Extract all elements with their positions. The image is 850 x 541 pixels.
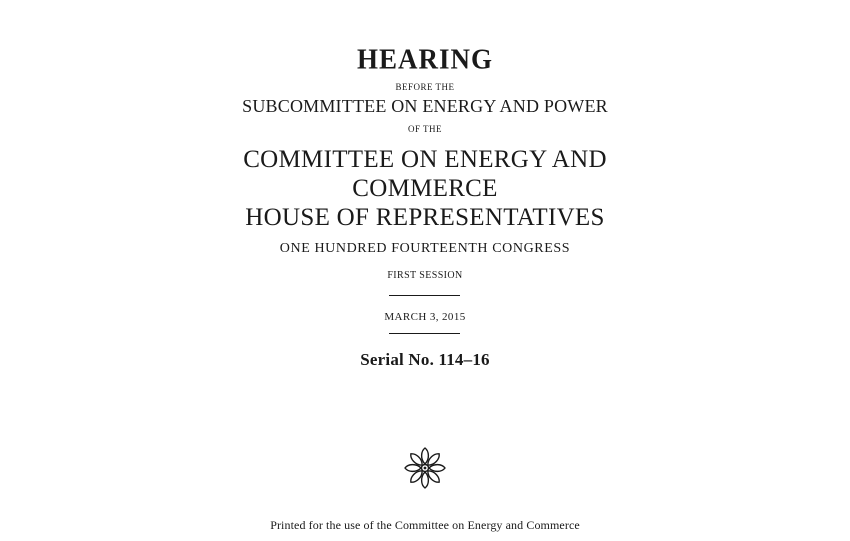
serial-number: Serial No. 114–16: [360, 350, 490, 369]
committee-name-line2: COMMERCE: [352, 175, 498, 202]
divider-top: [389, 295, 460, 296]
printed-for-note: Printed for the use of the Committee on Energy and Commerce: [270, 518, 580, 532]
committee-name-line1: COMMITTEE ON ENERGY AND: [243, 146, 607, 173]
session-label: FIRST SESSION: [387, 270, 463, 281]
before-the-label: BEFORE THE: [395, 82, 455, 92]
congress-number: ONE HUNDRED FOURTEENTH CONGRESS: [279, 241, 571, 256]
hearing-date: MARCH 3, 2015: [384, 311, 466, 323]
subcommittee-name: SUBCOMMITTEE ON ENERGY AND POWER: [242, 96, 608, 116]
gpo-seal-icon: [403, 445, 447, 491]
of-the-label: OF THE: [407, 124, 443, 134]
hearing-title: HEARING: [356, 43, 493, 75]
divider-bottom: [389, 333, 460, 334]
house-name: HOUSE OF REPRESENTATIVES: [245, 204, 605, 231]
